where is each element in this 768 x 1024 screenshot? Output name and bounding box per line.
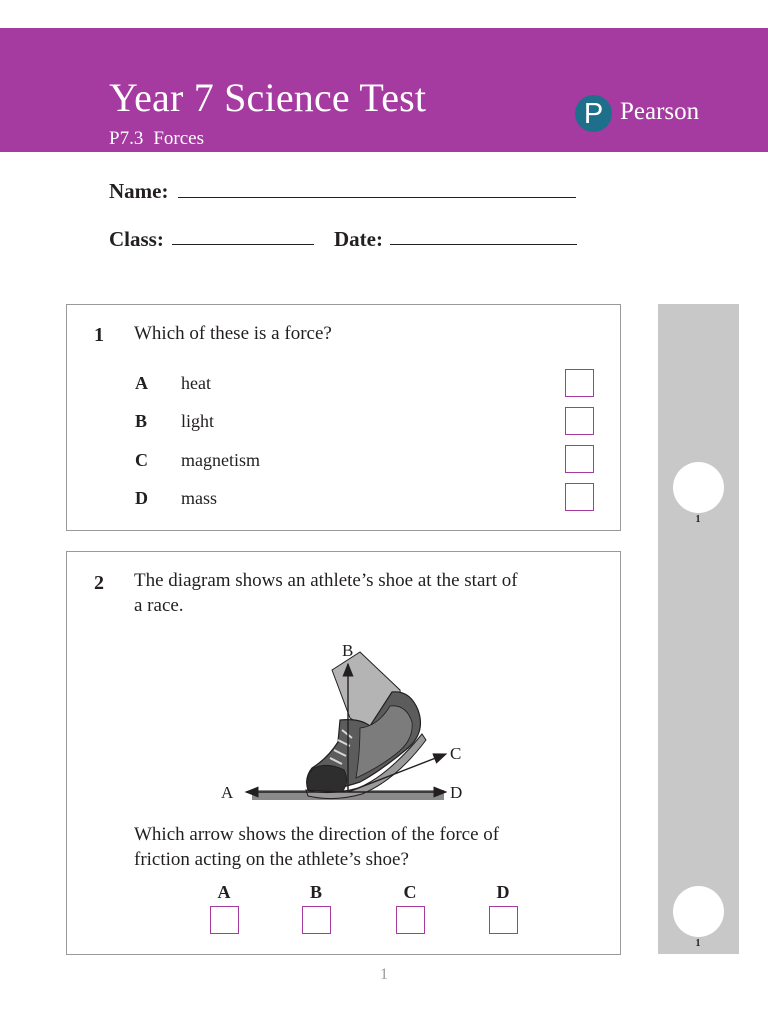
question-number: 2 <box>94 572 104 594</box>
marks-column <box>658 304 739 954</box>
label-a: A <box>221 783 234 802</box>
label-c: C <box>450 744 462 763</box>
option-letter: B <box>135 411 148 431</box>
q1-marks-available: 1 <box>695 514 701 525</box>
name-field[interactable] <box>178 197 576 198</box>
option-b-checkbox[interactable] <box>565 407 594 435</box>
answer-letter: B <box>309 882 322 902</box>
question-prompt-line-1: Which arrow shows the direction of the force of <box>134 824 500 845</box>
pearson-wordmark: Pearson <box>620 98 700 125</box>
answer-d-checkbox[interactable] <box>489 906 518 934</box>
question-1-box <box>66 304 621 531</box>
option-text: heat <box>181 373 211 393</box>
option-text: mass <box>181 488 217 508</box>
answer-c-checkbox[interactable] <box>396 906 425 934</box>
option-c-checkbox[interactable] <box>565 445 594 473</box>
q1-mark-circle[interactable] <box>673 462 724 513</box>
page-number: 1 <box>380 966 388 983</box>
test-subtitle <box>109 128 204 150</box>
topic-name: Forces <box>153 128 204 149</box>
option-letter: A <box>135 373 148 393</box>
label-d: D <box>450 783 463 802</box>
option-text: light <box>181 411 215 431</box>
topic-code: P7.3 <box>109 128 144 149</box>
question-prompt-line-2: friction acting on the athlete’s shoe? <box>134 849 409 870</box>
name-label: Name: <box>109 179 169 203</box>
answer-letter: C <box>403 882 417 902</box>
q2-marks-available: 1 <box>695 938 701 949</box>
option-a-checkbox[interactable] <box>565 369 594 397</box>
answer-letter: D <box>496 882 510 902</box>
answer-b-checkbox[interactable] <box>302 906 331 934</box>
option-letter: D <box>135 488 148 508</box>
answer-letter: A <box>217 882 231 902</box>
question-text-line-1: The diagram shows an athlete’s shoe at the start of <box>134 570 518 591</box>
test-title: Year 7 Science Test <box>109 75 427 120</box>
label-b: B <box>342 641 354 660</box>
header-banner <box>0 28 768 152</box>
shoe-toe-cap <box>307 765 347 792</box>
pearson-p-icon: P <box>575 95 612 132</box>
answer-a-checkbox[interactable] <box>210 906 239 934</box>
date-label: Date: <box>334 227 383 251</box>
athlete-shoe-diagram <box>210 630 480 815</box>
date-field[interactable] <box>390 244 577 245</box>
option-d-checkbox[interactable] <box>565 483 594 511</box>
q2-mark-circle[interactable] <box>673 886 724 937</box>
question-text: Which of these is a force? <box>134 323 332 344</box>
class-label: Class: <box>109 227 164 251</box>
question-text-line-2: a race. <box>134 595 184 616</box>
class-field[interactable] <box>172 244 314 245</box>
option-text: magnetism <box>181 450 260 470</box>
option-letter: C <box>135 450 148 470</box>
question-number: 1 <box>94 324 104 346</box>
